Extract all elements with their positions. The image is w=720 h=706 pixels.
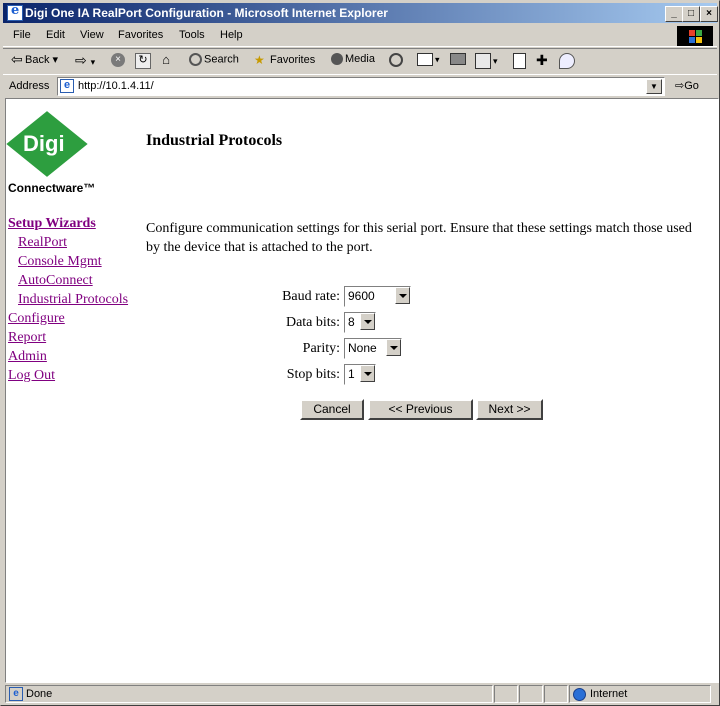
parity-select[interactable] <box>344 338 402 359</box>
title-bar[interactable] <box>3 3 717 23</box>
cancel-button[interactable]: Cancel <box>300 399 364 420</box>
next-button[interactable]: Next >> <box>476 399 543 420</box>
minimize-button[interactable]: _ <box>665 6 683 22</box>
status-pane-1 <box>494 685 518 703</box>
research-icon[interactable]: ✚ <box>536 52 548 68</box>
favorites-star-icon: ★ <box>254 53 265 67</box>
baud-rate-label: Baud rate: <box>282 289 340 304</box>
address-url: http://10.1.4.11/ <box>78 80 154 92</box>
back-label: Back <box>25 54 50 66</box>
address-input[interactable] <box>57 77 665 96</box>
standard-toolbar <box>3 48 717 73</box>
page-content <box>5 98 719 683</box>
nav-console-mgmt[interactable]: Console Mgmt <box>18 254 102 269</box>
ie-icon <box>7 5 23 21</box>
data-bits-value: 8 <box>348 315 355 329</box>
menu-view[interactable]: View <box>80 29 104 41</box>
stop-bits-value: 1 <box>348 367 355 381</box>
chevron-down-icon <box>395 287 410 304</box>
stop-bits-select[interactable] <box>344 364 376 385</box>
refresh-icon[interactable]: ↻ <box>135 53 153 69</box>
status-text: Done <box>26 688 53 700</box>
back-button[interactable]: ⇦ Back ▾ <box>11 51 59 68</box>
nav-autoconnect[interactable]: AutoConnect <box>18 273 93 288</box>
favorites-button[interactable] <box>254 53 315 69</box>
search-icon <box>189 53 202 66</box>
print-icon[interactable] <box>450 53 468 69</box>
chevron-down-icon <box>360 313 375 330</box>
search-label: Search <box>204 53 239 66</box>
connectware-logo: Connectware™ <box>8 181 96 195</box>
nav-log-out[interactable]: Log Out <box>8 368 56 383</box>
media-label: Media <box>345 53 375 65</box>
messenger-icon[interactable] <box>559 53 577 69</box>
mail-icon[interactable]: ▾ <box>417 53 440 69</box>
parity-label: Parity: <box>302 341 340 356</box>
favorites-label: Favorites <box>270 53 316 66</box>
page-status-icon: e <box>9 687 23 701</box>
forward-arrow-icon[interactable]: ⇨ ▾ <box>75 52 96 68</box>
back-arrow-icon: ⇦ <box>11 51 23 68</box>
previous-button[interactable]: << Previous <box>368 399 473 420</box>
internet-globe-icon <box>573 688 586 701</box>
status-pane-2 <box>519 685 543 703</box>
home-icon[interactable]: ⌂ <box>162 52 170 67</box>
window-title: Digi One IA RealPort Configuration - Microsoft Internet Explorer <box>25 6 388 20</box>
address-bar <box>3 74 717 97</box>
nav-setup-wizards[interactable]: Setup Wizards <box>8 216 96 231</box>
nav-configure[interactable]: Configure <box>8 311 65 326</box>
close-button[interactable]: × <box>700 6 718 22</box>
menu-help[interactable]: Help <box>220 29 243 41</box>
menu-file[interactable]: File <box>13 29 31 41</box>
discuss-icon[interactable] <box>513 53 528 69</box>
maximize-button[interactable]: □ <box>682 6 700 22</box>
status-bar <box>3 683 717 703</box>
address-dropdown-icon[interactable]: ▼ <box>646 79 662 94</box>
page-icon: e <box>60 79 74 93</box>
zone-text: Internet <box>590 688 628 700</box>
status-main <box>5 685 493 703</box>
parity-value: None <box>348 341 377 355</box>
history-icon[interactable] <box>389 53 405 69</box>
chevron-down-icon <box>386 339 401 356</box>
baud-rate-select[interactable] <box>344 286 411 307</box>
menu-tools[interactable]: Tools <box>179 29 205 41</box>
nav-report[interactable]: Report <box>8 330 47 345</box>
menu-bar <box>3 25 717 47</box>
search-button[interactable] <box>189 53 239 69</box>
stop-bits-label: Stop bits: <box>286 367 340 382</box>
data-bits-label: Data bits: <box>285 315 340 330</box>
status-pane-3 <box>544 685 568 703</box>
go-label: Go <box>684 80 699 92</box>
nav-realport[interactable]: RealPort <box>18 235 67 250</box>
media-button[interactable] <box>331 53 375 69</box>
address-label: Address <box>9 80 50 92</box>
stop-icon[interactable]: × <box>111 53 127 69</box>
menu-favorites[interactable]: Favorites <box>118 29 164 41</box>
baud-rate-value: 9600 <box>348 289 375 303</box>
go-arrow-icon: ⇨ <box>675 80 685 92</box>
page-description: Configure communication settings for this serial port. Ensure that these settings match those used by the device that is attached to the port. <box>146 221 692 255</box>
chevron-down-icon <box>360 365 375 382</box>
page-title: Industrial Protocols <box>146 132 283 149</box>
status-zone <box>569 685 711 703</box>
windows-logo-icon <box>677 26 713 46</box>
media-icon <box>331 53 343 65</box>
menu-edit[interactable]: Edit <box>46 29 65 41</box>
nav-industrial-protocols[interactable]: Industrial Protocols <box>18 292 129 307</box>
edit-icon[interactable]: ▾ <box>475 53 498 69</box>
data-bits-select[interactable] <box>344 312 376 333</box>
digi-logo-text: Digi <box>23 131 65 156</box>
go-button[interactable] <box>675 79 699 92</box>
nav-admin[interactable]: Admin <box>8 349 47 364</box>
